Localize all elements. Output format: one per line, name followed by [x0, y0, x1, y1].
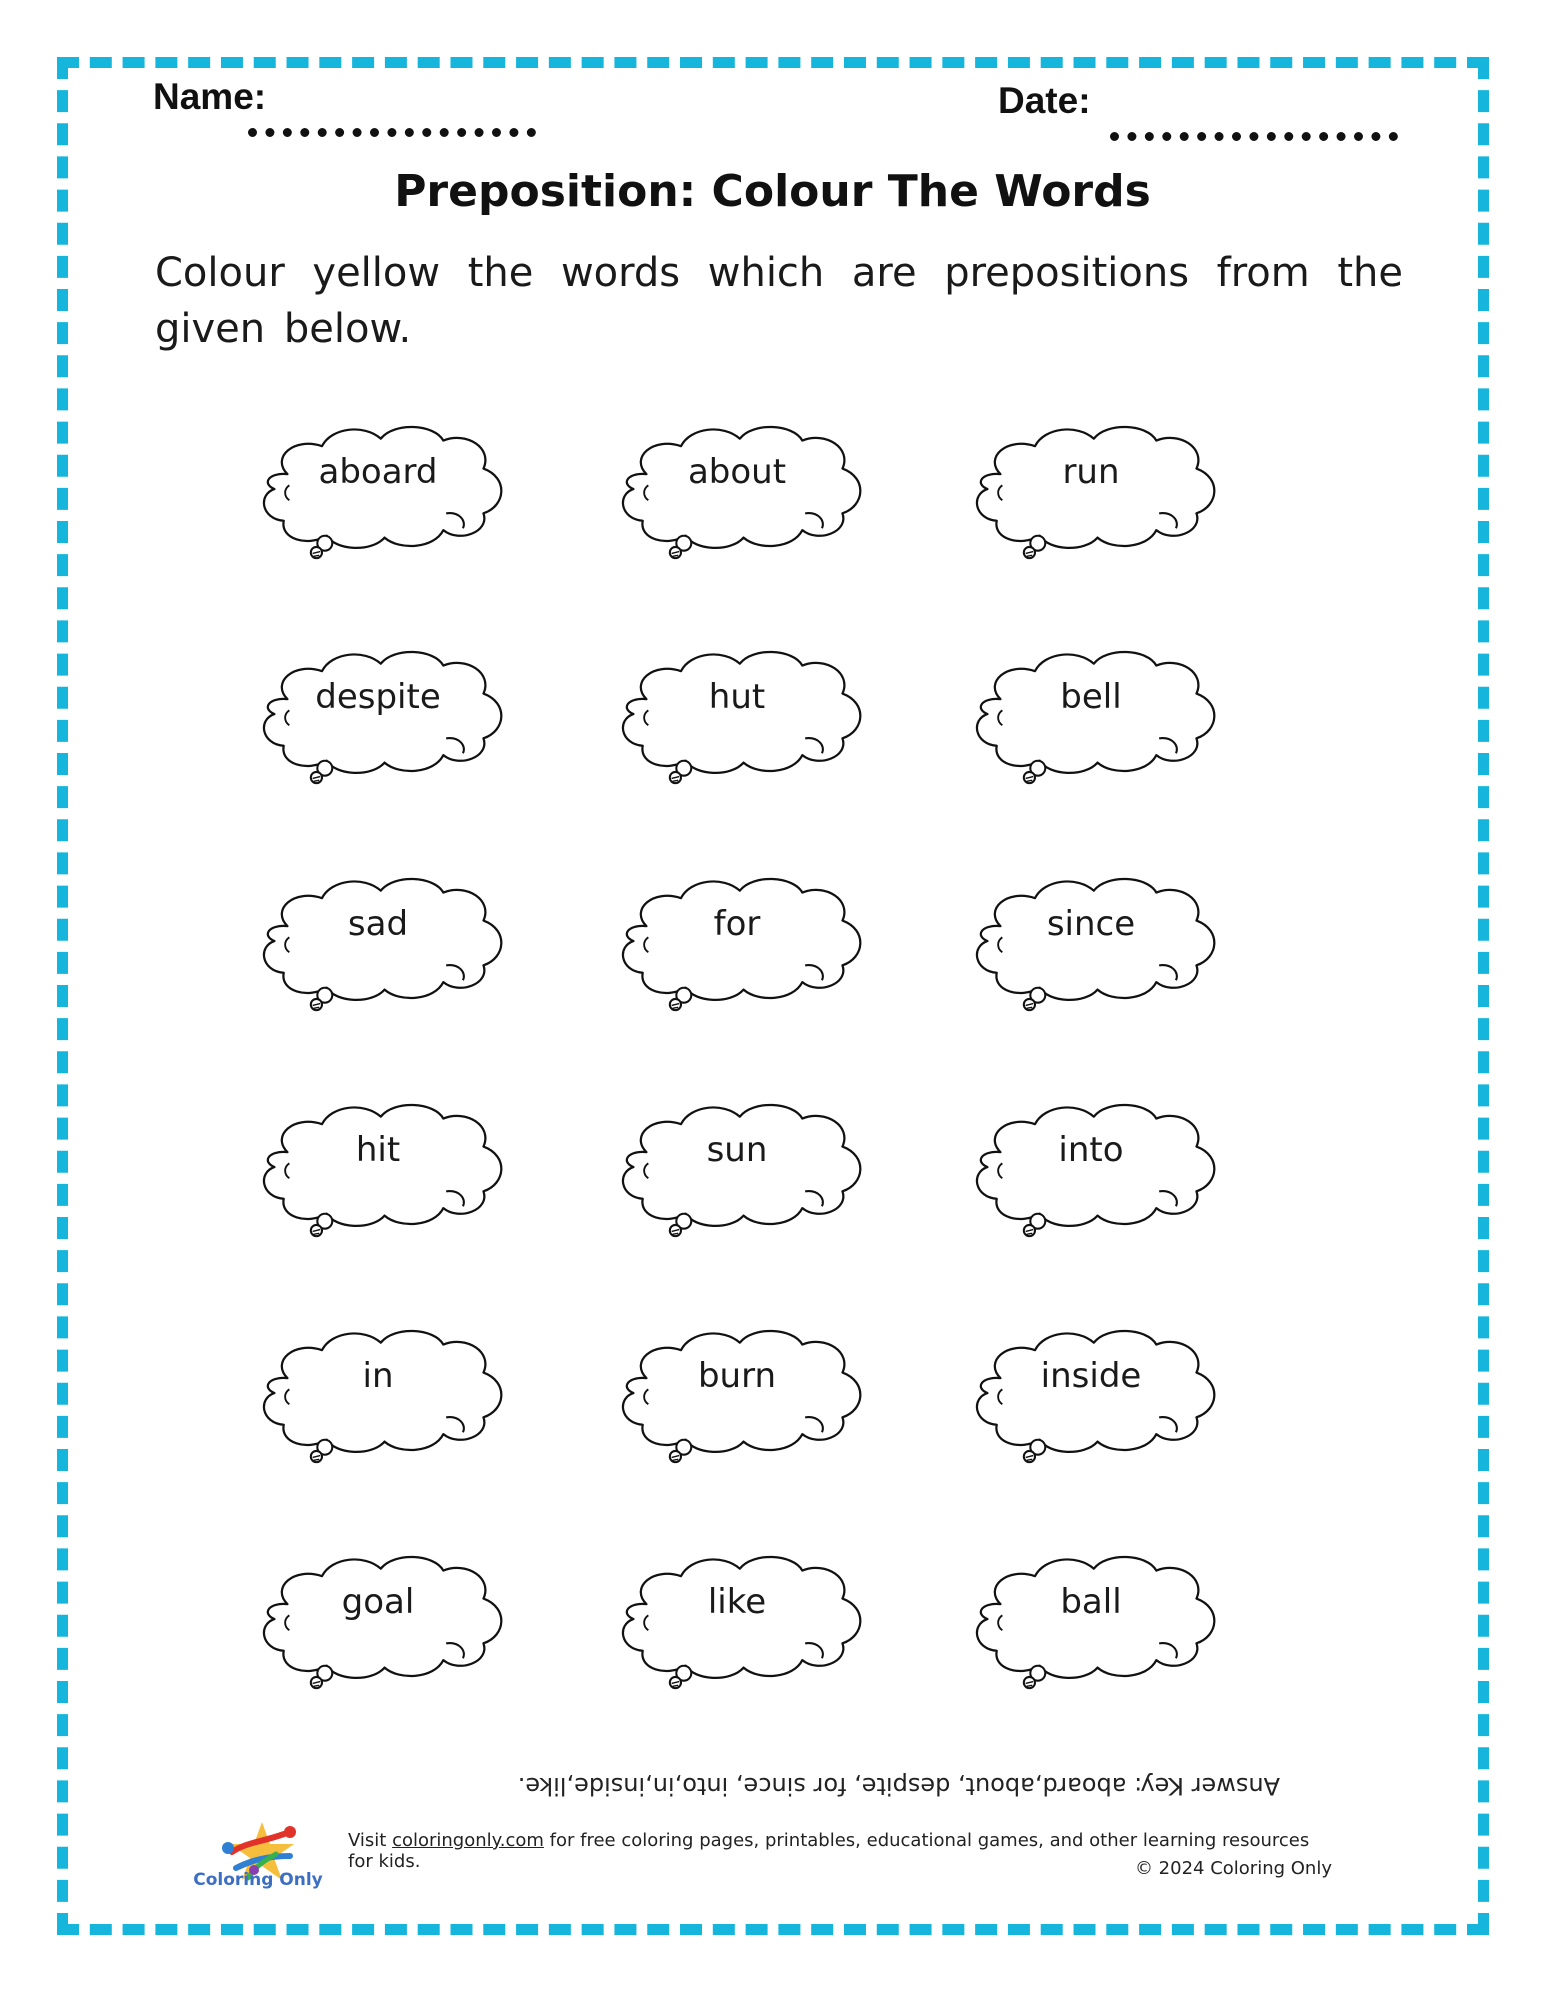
- cloud-word-label: ball: [1060, 1582, 1122, 1622]
- cloud-word-label: since: [1046, 904, 1136, 944]
- word-cloud[interactable]: [233, 872, 523, 1012]
- word-cloud[interactable]: [946, 420, 1236, 560]
- word-cloud[interactable]: [233, 1324, 523, 1464]
- logo-text: Coloring Only: [193, 1870, 323, 1890]
- cloud-word-label: inside: [1040, 1356, 1142, 1396]
- cloud-word-label: sad: [347, 904, 409, 944]
- cloud-word-label: aboard: [318, 452, 438, 492]
- word-cloud[interactable]: [946, 1550, 1236, 1690]
- word-cloud[interactable]: [946, 872, 1236, 1012]
- word-cloud[interactable]: [592, 1324, 882, 1464]
- word-cloud[interactable]: [592, 872, 882, 1012]
- answer-key-upside-down: Answer Key: aboard,about, despite, for since, into,in,inside,like.: [517, 1772, 1280, 1800]
- cloud-word-label: like: [707, 1582, 767, 1622]
- word-cloud[interactable]: [946, 645, 1236, 785]
- name-label: Name:: [153, 76, 267, 117]
- cloud-word-label: goal: [341, 1582, 415, 1622]
- word-cloud[interactable]: [946, 1098, 1236, 1238]
- coloringonly-link[interactable]: coloringonly.com: [392, 1830, 544, 1851]
- word-cloud[interactable]: [946, 1324, 1236, 1464]
- cloud-word-label: despite: [315, 677, 441, 717]
- cloud-word-label: in: [362, 1356, 394, 1396]
- footer-visit-prefix: Visit: [348, 1830, 393, 1851]
- footer-visit-suffix: for free coloring pages, printables, educational games, and other learning resources for kids.: [348, 1830, 1310, 1872]
- cloud-word-label: run: [1062, 452, 1120, 492]
- cloud-word-label: sun: [706, 1130, 768, 1170]
- page-title: Preposition: Colour The Words: [394, 166, 1151, 217]
- cloud-word-label: for: [713, 904, 761, 944]
- word-cloud[interactable]: [592, 420, 882, 560]
- word-cloud[interactable]: [592, 1550, 882, 1690]
- cloud-word-label: bell: [1060, 677, 1122, 717]
- word-cloud[interactable]: [592, 645, 882, 785]
- cloud-word-label: hit: [355, 1130, 401, 1170]
- instruction-text: Colour yellow the words which are prepositions from the given below.: [155, 250, 1403, 352]
- word-cloud[interactable]: [233, 1550, 523, 1690]
- cloud-word-label: about: [687, 452, 787, 492]
- cloud-word-label: into: [1058, 1130, 1124, 1170]
- word-cloud[interactable]: [592, 1098, 882, 1238]
- cloud-word-label: hut: [708, 677, 766, 717]
- cloud-word-label: burn: [697, 1356, 777, 1396]
- word-cloud[interactable]: [233, 1098, 523, 1238]
- name-write-line[interactable]: [248, 128, 536, 137]
- word-cloud[interactable]: [233, 420, 523, 560]
- copyright-text: © 2024 Coloring Only: [1134, 1858, 1332, 1879]
- date-write-line[interactable]: [1110, 132, 1398, 141]
- date-label: Date:: [998, 80, 1091, 121]
- word-cloud[interactable]: [233, 645, 523, 785]
